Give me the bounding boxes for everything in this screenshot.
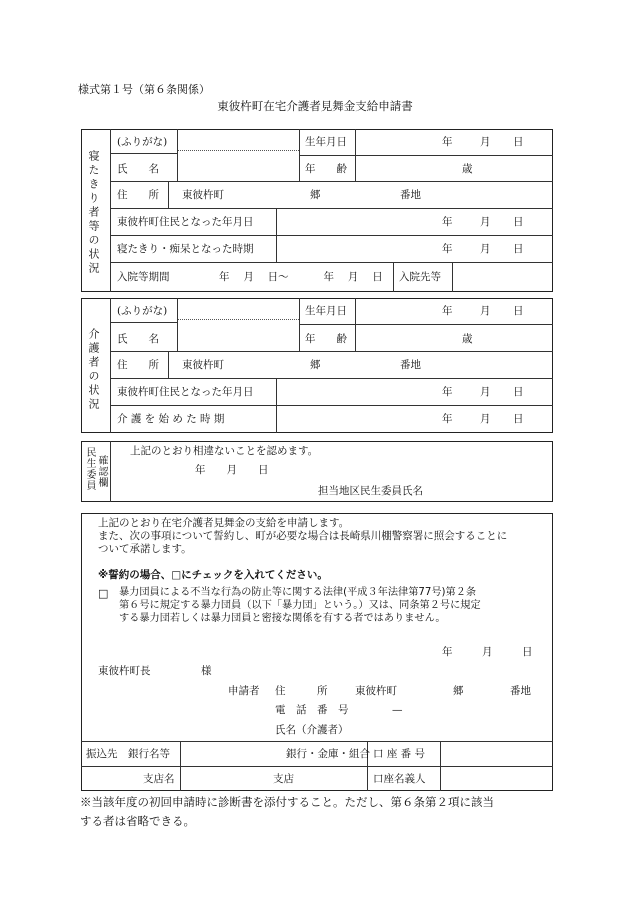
bank-types: 銀行・金庫・組合 [286,748,370,760]
hospital-place-label: 入院先等 [399,271,441,283]
cg-res-day: 日 [513,386,524,398]
cg-age-suffix: 歳 [462,333,473,345]
caregiver-address-input[interactable] [230,353,550,376]
footnote-line2: する者は省略できる。 [80,814,195,828]
pledge-line3: する暴力団若しくは暴力団員と密接な関係を有する者ではありません。 [119,613,446,624]
pledge-heading: ※誓約の場合、□にチェックを入れてください。 [98,569,328,581]
footnote-line1: ※当該年度の初回申請時に診断書を添付すること。ただし、第６条第２項に該当 [80,795,494,809]
cg-dob-day: 日 [513,305,524,317]
cs-month: 月 [480,413,491,425]
onset-year: 年 [442,243,453,255]
commissioner-label-a: 民生委員 [84,447,95,491]
caregiver-name-label: 氏 名 [117,333,159,345]
bedridden-age-input[interactable] [358,157,550,179]
app-date-day: 日 [522,646,533,658]
caregiver-residency-label: 東彼杵町住民となった年月日 [117,386,254,398]
bedridden-onset-label: 寝たきり・痴呆となった時期 [117,243,254,255]
bedridden-name-label: 氏 名 [117,163,159,175]
commissioner-date[interactable]: 年 月 日 [195,464,269,476]
bedridden-address-input[interactable] [230,183,550,206]
residency-day: 日 [513,216,524,228]
onset-day: 日 [513,243,524,255]
bedridden-furigana-label: (ふりがな) [117,136,168,148]
dob-day: 日 [513,136,524,148]
application-line1: 上記のとおり在宅介護者見舞金の支給を申請します。 [98,517,350,529]
bedridden-name-input[interactable] [180,155,296,179]
cs-day: 日 [513,413,524,425]
caregiver-address-label: 住 所 [117,359,159,371]
cg-address-town: 東彼杵町 [182,359,224,371]
bedridden-onset-input[interactable] [279,237,550,260]
transfer-label: 振込先 銀行名等 [86,748,170,760]
onset-month: 月 [480,243,491,255]
bedridden-section-label: 寝たきり者等の状況 [87,150,100,276]
form-title: 東彼杵町在宅介護者見舞金支給申請書 [217,99,413,113]
bedridden-address-town: 東彼杵町 [182,189,224,201]
application-line2: また、次の事項について誓約し、町が必要な場合は長崎県川棚警察署に照会することに [98,530,508,542]
residency-month: 月 [480,216,491,228]
caregiver-furigana-label: (ふりがな) [117,305,168,317]
address-go: 郷 [310,189,321,201]
honorific: 様 [201,665,212,677]
bedridden-address-label: 住 所 [117,189,159,201]
caregiver-section-label: 介護者の状況 [87,328,100,412]
cg-dob-year: 年 [442,305,453,317]
cg-dob-month: 月 [480,305,491,317]
address-banchi: 番地 [400,189,421,201]
cg-address-banchi: 番地 [400,359,421,371]
form-number: 様式第１号（第６条関係） [78,83,210,96]
caregiver-age-input[interactable] [358,326,550,349]
pledge-checkbox[interactable]: □ [98,587,109,600]
phone-input[interactable] [350,701,490,717]
hospital-period-dates[interactable]: 年 月 日～ 年 月 日 [219,271,383,283]
hospital-period-label: 入院等期間 [117,271,170,283]
phone-label: 電 話 番 号 [275,704,349,716]
account-number-input[interactable] [443,743,550,764]
application-line3: ついて承諾します。 [98,543,192,555]
cg-address-go: 郷 [310,359,321,371]
account-holder-label: 口座名義人 [373,773,426,785]
bedridden-residency-label: 東彼杵町住民となった年月日 [117,216,254,228]
applicant-address-input[interactable] [400,682,540,698]
bedridden-residency-input[interactable] [279,210,550,233]
applicant-address-banchi: 番地 [510,685,531,697]
bedridden-furigana-input[interactable] [180,131,296,149]
applicant-name-input[interactable] [350,720,540,736]
caregiver-residency-input[interactable] [279,380,550,403]
commissioner-signature-label: 担当地区民生委員氏名 [318,485,423,497]
residency-year: 年 [442,216,453,228]
app-date-month: 月 [482,646,493,658]
caregiver-furigana-input[interactable] [180,300,296,318]
app-date-year: 年 [442,646,453,658]
phone-dash: — [392,704,403,716]
hospital-place-input[interactable] [455,264,550,289]
applicant-address-town: 東彼杵町 [355,685,397,697]
caregiver-age-label: 年 齢 [305,333,347,345]
commissioner-statement: 上記のとおり相違ないことを認めます。 [130,445,319,457]
branch-suffix: 支店 [273,773,294,785]
addressee: 東彼杵町長 [98,665,151,677]
caregiver-name-input[interactable] [180,324,296,349]
cg-res-year: 年 [442,386,453,398]
pledge-line2: 第６号に規定する暴力団員（以下「暴力団」という。）又は、同条第２号に規定 [119,600,481,611]
account-number-label: 口 座 番 号 [373,748,426,760]
cs-year: 年 [442,413,453,425]
applicant-address-label: 住 所 [275,685,328,697]
account-holder-input[interactable] [443,768,550,789]
age-suffix: 歳 [462,163,473,175]
applicant-label: 申請者 [228,685,260,697]
bedridden-age-label: 年 齢 [305,163,347,175]
branch-label: 支店名 [143,773,175,785]
care-start-label: 介 護 を 始 め た 時 期 [117,413,225,425]
care-start-input[interactable] [279,407,550,431]
dob-year: 年 [442,136,453,148]
applicant-name-label: 氏名（介護者） [275,724,349,736]
bank-name-input[interactable] [183,743,283,764]
caregiver-dob-label: 生年月日 [305,305,347,317]
bedridden-dob-label: 生年月日 [305,136,347,148]
pledge-line1: 暴力団員による不当な行為の防止等に関する法律(平成３年法律第77号)第２条 [119,587,477,598]
applicant-address-go: 郷 [453,685,464,697]
dob-month: 月 [480,136,491,148]
cg-res-month: 月 [480,386,491,398]
commissioner-label-b: 確認欄 [96,455,107,488]
branch-name-input[interactable] [183,768,267,789]
